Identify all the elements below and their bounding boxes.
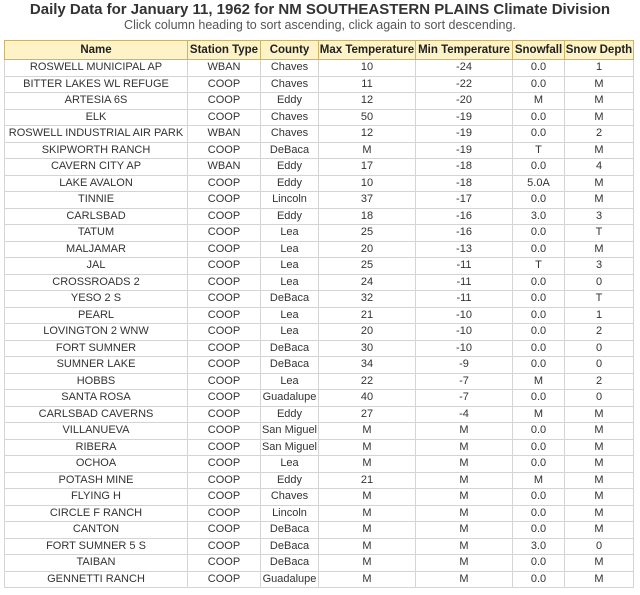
cell-station-type: COOP	[188, 225, 261, 242]
cell-county: DeBaca	[261, 555, 319, 572]
cell-county: Chaves	[261, 60, 319, 77]
cell-snowfall: M	[513, 93, 565, 110]
table-row	[5, 439, 634, 456]
cell-max-temperature: M	[319, 456, 416, 473]
column-header-max-temperature[interactable]: Max Temperature	[319, 41, 416, 60]
cell-min-temperature: -7	[416, 390, 513, 407]
cell-snow-depth: M	[565, 472, 634, 489]
daily-data-table	[4, 40, 634, 588]
cell-min-temperature: M	[416, 555, 513, 572]
cell-county: Lea	[261, 258, 319, 275]
cell-snow-depth: M	[565, 142, 634, 159]
cell-name: YESO 2 S	[5, 291, 188, 308]
cell-max-temperature: 20	[319, 241, 416, 258]
table-row	[5, 406, 634, 423]
cell-station-type: COOP	[188, 489, 261, 506]
cell-max-temperature: 34	[319, 357, 416, 374]
cell-name: SKIPWORTH RANCH	[5, 142, 188, 159]
table-row	[5, 142, 634, 159]
cell-name: POTASH MINE	[5, 472, 188, 489]
cell-snowfall: 0.0	[513, 390, 565, 407]
cell-county: Lea	[261, 241, 319, 258]
cell-county: Guadalupe	[261, 571, 319, 588]
cell-station-type: COOP	[188, 93, 261, 110]
cell-name: CROSSROADS 2	[5, 274, 188, 291]
cell-station-type: COOP	[188, 274, 261, 291]
cell-max-temperature: M	[319, 505, 416, 522]
cell-min-temperature: -20	[416, 93, 513, 110]
cell-station-type: COOP	[188, 357, 261, 374]
table-row	[5, 225, 634, 242]
cell-max-temperature: 24	[319, 274, 416, 291]
cell-snow-depth: M	[565, 555, 634, 572]
cell-max-temperature: 18	[319, 208, 416, 225]
table-row	[5, 522, 634, 539]
cell-snow-depth: 1	[565, 60, 634, 77]
cell-snow-depth: M	[565, 571, 634, 588]
cell-county: Lea	[261, 324, 319, 341]
cell-min-temperature: M	[416, 472, 513, 489]
cell-min-temperature: -17	[416, 192, 513, 209]
cell-county: DeBaca	[261, 291, 319, 308]
cell-county: Lea	[261, 274, 319, 291]
cell-snowfall: 5.0A	[513, 175, 565, 192]
table-body	[5, 60, 634, 588]
table-header-row	[5, 41, 634, 60]
cell-snow-depth: M	[565, 522, 634, 539]
cell-station-type: COOP	[188, 192, 261, 209]
cell-name: ROSWELL INDUSTRIAL AIR PARK	[5, 126, 188, 143]
cell-snow-depth: 3	[565, 258, 634, 275]
table-row	[5, 192, 634, 209]
table-row	[5, 109, 634, 126]
cell-county: Lea	[261, 307, 319, 324]
cell-max-temperature: 17	[319, 159, 416, 176]
cell-snowfall: 0.0	[513, 357, 565, 374]
cell-snowfall: 0.0	[513, 489, 565, 506]
cell-max-temperature: M	[319, 142, 416, 159]
cell-snow-depth: M	[565, 109, 634, 126]
table-row	[5, 505, 634, 522]
table-row	[5, 208, 634, 225]
table-row	[5, 274, 634, 291]
cell-station-type: COOP	[188, 340, 261, 357]
cell-name: CARLSBAD CAVERNS	[5, 406, 188, 423]
cell-snowfall: 0.0	[513, 76, 565, 93]
cell-station-type: WBAN	[188, 60, 261, 77]
cell-min-temperature: -10	[416, 340, 513, 357]
cell-min-temperature: -18	[416, 175, 513, 192]
table-row	[5, 159, 634, 176]
cell-station-type: COOP	[188, 390, 261, 407]
cell-min-temperature: -19	[416, 109, 513, 126]
cell-station-type: COOP	[188, 439, 261, 456]
cell-min-temperature: -22	[416, 76, 513, 93]
table-row	[5, 357, 634, 374]
cell-snow-depth: M	[565, 489, 634, 506]
table-row	[5, 258, 634, 275]
cell-county: DeBaca	[261, 538, 319, 555]
cell-name: FLYING H	[5, 489, 188, 506]
cell-name: TAIBAN	[5, 555, 188, 572]
cell-name: OCHOA	[5, 456, 188, 473]
cell-snow-depth: M	[565, 93, 634, 110]
cell-min-temperature: M	[416, 505, 513, 522]
cell-name: FORT SUMNER 5 S	[5, 538, 188, 555]
cell-name: GENNETTI RANCH	[5, 571, 188, 588]
cell-snow-depth: M	[565, 505, 634, 522]
cell-snowfall: 0.0	[513, 439, 565, 456]
cell-max-temperature: 21	[319, 307, 416, 324]
cell-station-type: COOP	[188, 307, 261, 324]
cell-min-temperature: -11	[416, 291, 513, 308]
table-row	[5, 390, 634, 407]
cell-name: LOVINGTON 2 WNW	[5, 324, 188, 341]
cell-name: CARLSBAD	[5, 208, 188, 225]
cell-county: Chaves	[261, 109, 319, 126]
cell-snowfall: 0.0	[513, 324, 565, 341]
cell-snow-depth: M	[565, 241, 634, 258]
table-row	[5, 340, 634, 357]
cell-snowfall: 0.0	[513, 340, 565, 357]
cell-snow-depth: 0	[565, 274, 634, 291]
cell-snowfall: 0.0	[513, 291, 565, 308]
cell-min-temperature: -16	[416, 208, 513, 225]
cell-snowfall: 0.0	[513, 241, 565, 258]
cell-snow-depth: 2	[565, 324, 634, 341]
cell-snow-depth: T	[565, 225, 634, 242]
cell-max-temperature: 12	[319, 93, 416, 110]
cell-max-temperature: 21	[319, 472, 416, 489]
cell-snowfall: 0.0	[513, 192, 565, 209]
cell-snowfall: 0.0	[513, 274, 565, 291]
cell-county: Chaves	[261, 126, 319, 143]
cell-county: Eddy	[261, 472, 319, 489]
cell-station-type: COOP	[188, 555, 261, 572]
cell-snowfall: M	[513, 406, 565, 423]
cell-snow-depth: 4	[565, 159, 634, 176]
column-header-county[interactable]: County	[261, 41, 319, 60]
cell-snowfall: 0.0	[513, 159, 565, 176]
cell-snow-depth: 0	[565, 390, 634, 407]
cell-county: Eddy	[261, 93, 319, 110]
table-row	[5, 241, 634, 258]
cell-snowfall: 0.0	[513, 307, 565, 324]
cell-station-type: COOP	[188, 571, 261, 588]
cell-county: Lincoln	[261, 505, 319, 522]
cell-county: Eddy	[261, 208, 319, 225]
cell-snowfall: 0.0	[513, 126, 565, 143]
cell-snowfall: 0.0	[513, 423, 565, 440]
table-row	[5, 93, 634, 110]
cell-min-temperature: M	[416, 571, 513, 588]
cell-max-temperature: 11	[319, 76, 416, 93]
column-header-min-temperature[interactable]: Min Temperature	[416, 41, 513, 60]
cell-snowfall: 3.0	[513, 208, 565, 225]
cell-max-temperature: M	[319, 439, 416, 456]
cell-station-type: COOP	[188, 522, 261, 539]
cell-max-temperature: 25	[319, 258, 416, 275]
cell-max-temperature: 40	[319, 390, 416, 407]
cell-name: BITTER LAKES WL REFUGE	[5, 76, 188, 93]
cell-min-temperature: -10	[416, 307, 513, 324]
cell-max-temperature: M	[319, 571, 416, 588]
cell-county: DeBaca	[261, 357, 319, 374]
cell-station-type: COOP	[188, 241, 261, 258]
cell-county: DeBaca	[261, 142, 319, 159]
cell-county: Lea	[261, 373, 319, 390]
table-row	[5, 456, 634, 473]
cell-max-temperature: M	[319, 489, 416, 506]
cell-snow-depth: 0	[565, 357, 634, 374]
cell-county: Eddy	[261, 159, 319, 176]
cell-station-type: WBAN	[188, 126, 261, 143]
table-row	[5, 538, 634, 555]
cell-snow-depth: 2	[565, 373, 634, 390]
cell-min-temperature: -19	[416, 142, 513, 159]
cell-snow-depth: 0	[565, 340, 634, 357]
cell-county: Eddy	[261, 175, 319, 192]
cell-min-temperature: -10	[416, 324, 513, 341]
cell-min-temperature: M	[416, 538, 513, 555]
page-subtitle: Click column heading to sort ascending, click again to sort descending.	[124, 18, 516, 32]
table-row	[5, 571, 634, 588]
cell-max-temperature: 10	[319, 60, 416, 77]
cell-snowfall: T	[513, 258, 565, 275]
cell-name: TINNIE	[5, 192, 188, 209]
cell-name: ARTESIA 6S	[5, 93, 188, 110]
cell-name: SANTA ROSA	[5, 390, 188, 407]
cell-min-temperature: -7	[416, 373, 513, 390]
column-header-name[interactable]: Name	[5, 41, 188, 60]
cell-name: ELK	[5, 109, 188, 126]
table-row	[5, 175, 634, 192]
cell-snowfall: M	[513, 472, 565, 489]
cell-county: Lea	[261, 225, 319, 242]
cell-snow-depth: 0	[565, 538, 634, 555]
cell-station-type: COOP	[188, 142, 261, 159]
cell-name: MALJAMAR	[5, 241, 188, 258]
cell-max-temperature: 37	[319, 192, 416, 209]
cell-snowfall: 0.0	[513, 522, 565, 539]
cell-min-temperature: M	[416, 522, 513, 539]
table-row	[5, 76, 634, 93]
cell-min-temperature: -11	[416, 274, 513, 291]
column-header-snowfall[interactable]: Snowfall	[513, 41, 565, 60]
table-row	[5, 60, 634, 77]
cell-max-temperature: M	[319, 538, 416, 555]
table-row	[5, 373, 634, 390]
cell-name: RIBERA	[5, 439, 188, 456]
cell-snow-depth: M	[565, 439, 634, 456]
cell-snowfall: 0.0	[513, 505, 565, 522]
cell-station-type: COOP	[188, 208, 261, 225]
cell-max-temperature: 20	[319, 324, 416, 341]
table-row	[5, 489, 634, 506]
cell-min-temperature: M	[416, 456, 513, 473]
cell-county: Guadalupe	[261, 390, 319, 407]
cell-station-type: COOP	[188, 291, 261, 308]
cell-snowfall: 0.0	[513, 456, 565, 473]
cell-snow-depth: M	[565, 456, 634, 473]
cell-station-type: WBAN	[188, 159, 261, 176]
cell-snow-depth: 3	[565, 208, 634, 225]
cell-snow-depth: 2	[565, 126, 634, 143]
cell-min-temperature: M	[416, 489, 513, 506]
cell-name: PEARL	[5, 307, 188, 324]
cell-min-temperature: -9	[416, 357, 513, 374]
table-row	[5, 307, 634, 324]
cell-station-type: COOP	[188, 373, 261, 390]
table-row	[5, 472, 634, 489]
cell-name: ROSWELL MUNICIPAL AP	[5, 60, 188, 77]
cell-station-type: COOP	[188, 76, 261, 93]
cell-snowfall: 3.0	[513, 538, 565, 555]
cell-county: Chaves	[261, 76, 319, 93]
cell-county: DeBaca	[261, 340, 319, 357]
cell-county: San Miguel	[261, 439, 319, 456]
cell-max-temperature: M	[319, 555, 416, 572]
table-row	[5, 126, 634, 143]
cell-name: CIRCLE F RANCH	[5, 505, 188, 522]
cell-max-temperature: 10	[319, 175, 416, 192]
cell-name: LAKE AVALON	[5, 175, 188, 192]
cell-snowfall: 0.0	[513, 60, 565, 77]
cell-snowfall: 0.0	[513, 555, 565, 572]
cell-station-type: COOP	[188, 538, 261, 555]
column-header-snow-depth[interactable]: Snow Depth	[565, 41, 634, 60]
cell-name: FORT SUMNER	[5, 340, 188, 357]
cell-name: JAL	[5, 258, 188, 275]
cell-name: SUMNER LAKE	[5, 357, 188, 374]
cell-snowfall: 0.0	[513, 225, 565, 242]
page	[0, 1, 640, 588]
cell-station-type: COOP	[188, 472, 261, 489]
cell-snow-depth: M	[565, 192, 634, 209]
table-row	[5, 423, 634, 440]
table-row	[5, 291, 634, 308]
cell-station-type: COOP	[188, 423, 261, 440]
cell-min-temperature: M	[416, 423, 513, 440]
cell-max-temperature: 27	[319, 406, 416, 423]
cell-station-type: COOP	[188, 456, 261, 473]
cell-max-temperature: 12	[319, 126, 416, 143]
cell-min-temperature: -11	[416, 258, 513, 275]
cell-max-temperature: 50	[319, 109, 416, 126]
cell-max-temperature: M	[319, 423, 416, 440]
cell-county: Chaves	[261, 489, 319, 506]
cell-snow-depth: M	[565, 423, 634, 440]
cell-max-temperature: 32	[319, 291, 416, 308]
cell-snowfall: T	[513, 142, 565, 159]
cell-station-type: COOP	[188, 258, 261, 275]
cell-station-type: COOP	[188, 109, 261, 126]
cell-min-temperature: -4	[416, 406, 513, 423]
cell-max-temperature: 30	[319, 340, 416, 357]
cell-min-temperature: -19	[416, 126, 513, 143]
cell-name: VILLANUEVA	[5, 423, 188, 440]
cell-name: HOBBS	[5, 373, 188, 390]
cell-station-type: COOP	[188, 505, 261, 522]
cell-max-temperature: 22	[319, 373, 416, 390]
cell-snow-depth: M	[565, 406, 634, 423]
cell-snow-depth: T	[565, 291, 634, 308]
cell-station-type: COOP	[188, 324, 261, 341]
cell-county: San Miguel	[261, 423, 319, 440]
cell-name: CAVERN CITY AP	[5, 159, 188, 176]
cell-county: Lea	[261, 456, 319, 473]
cell-min-temperature: -24	[416, 60, 513, 77]
table-row	[5, 555, 634, 572]
cell-snowfall: M	[513, 373, 565, 390]
page-title: Daily Data for January 11, 1962 for NM SOUTHEASTERN PLAINS Climate Division	[29, 1, 611, 18]
cell-min-temperature: M	[416, 439, 513, 456]
cell-name: CANTON	[5, 522, 188, 539]
cell-county: Eddy	[261, 406, 319, 423]
cell-min-temperature: -18	[416, 159, 513, 176]
cell-min-temperature: -13	[416, 241, 513, 258]
cell-snowfall: 0.0	[513, 109, 565, 126]
cell-max-temperature: 25	[319, 225, 416, 242]
cell-county: Lincoln	[261, 192, 319, 209]
column-header-station-type[interactable]: Station Type	[188, 41, 261, 60]
cell-min-temperature: -16	[416, 225, 513, 242]
cell-max-temperature: M	[319, 522, 416, 539]
cell-snow-depth: M	[565, 76, 634, 93]
cell-station-type: COOP	[188, 175, 261, 192]
cell-snowfall: 0.0	[513, 571, 565, 588]
cell-station-type: COOP	[188, 406, 261, 423]
table-row	[5, 324, 634, 341]
cell-snow-depth: M	[565, 175, 634, 192]
cell-name: TATUM	[5, 225, 188, 242]
cell-snow-depth: 1	[565, 307, 634, 324]
cell-county: DeBaca	[261, 522, 319, 539]
